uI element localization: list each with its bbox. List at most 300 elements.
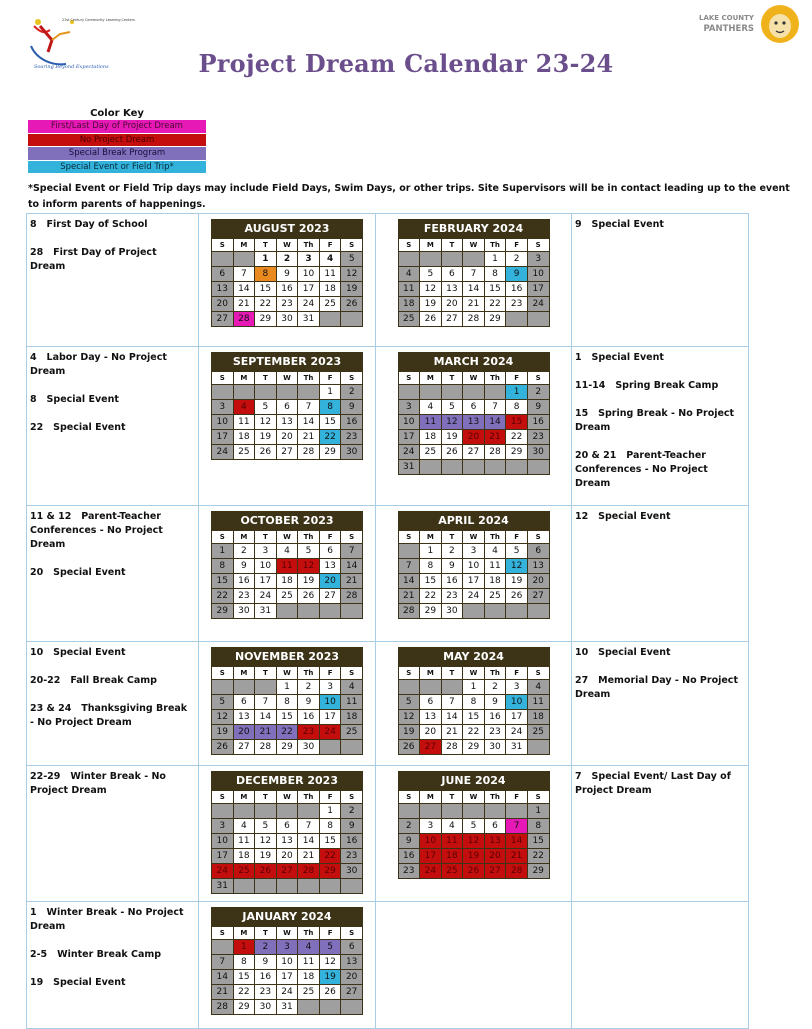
day-cell: 17 [420,849,442,864]
day-cell: 26 [398,740,420,755]
day-cell: 9 [233,559,255,574]
empty-day-cell [233,680,255,695]
day-cell: 24 [298,297,320,312]
week-row [212,604,363,619]
day-cell: 24 [463,589,485,604]
weekday-label: S [341,927,363,940]
weekday-label: T [441,239,463,252]
day-cell: 12 [441,415,463,430]
calendar-row [27,902,749,1029]
week-row [212,415,363,430]
event-date: 27 [575,675,599,686]
week-row [212,544,363,559]
empty-day-cell [298,804,320,819]
day-cell: 17 [463,574,485,589]
day-cell: 18 [484,574,506,589]
day-cell: 15 [212,574,234,589]
day-cell: 30 [484,740,506,755]
day-cell: 29 [463,740,485,755]
weekday-label: F [319,239,341,252]
weekday-label: S [527,667,549,680]
empty-day-cell [212,804,234,819]
day-cell: 10 [319,695,341,710]
weekday-label: Th [298,239,320,252]
day-cell: 5 [441,400,463,415]
day-cell: 11 [319,267,341,282]
empty-day-cell [463,385,485,400]
day-cell: 6 [527,544,549,559]
event-note [30,646,194,660]
month-title: JUNE 2024 [398,771,550,790]
day-cell: 23 [341,849,363,864]
day-cell: 10 [298,267,320,282]
day-cell: 7 [484,400,506,415]
weekday-label: S [212,667,234,680]
empty-day-cell [484,385,506,400]
day-cell: 22 [319,430,341,445]
month-cell [376,766,572,902]
day-cell: 22 [276,725,298,740]
week-row [212,879,363,894]
day-cell: 11 [398,282,420,297]
weekday-header-row [398,239,549,252]
day-cell: 12 [255,834,277,849]
weekday-label: T [441,791,463,804]
event-date: 9 [575,219,592,230]
day-cell: 18 [319,282,341,297]
weekday-label: S [341,791,363,804]
empty-day-cell [298,604,320,619]
event-text: Fall Break Camp [70,675,157,686]
day-cell: 3 [255,544,277,559]
day-cell: 21 [212,985,234,1000]
week-row [398,559,549,574]
weekday-label: S [398,531,420,544]
day-cell: 11 [527,695,549,710]
day-cell: 26 [341,297,363,312]
day-cell: 17 [398,430,420,445]
svg-text:LAKE COUNTY: LAKE COUNTY [699,14,754,22]
day-cell: 4 [298,940,320,955]
day-cell: 21 [506,849,528,864]
week-row [212,400,363,415]
day-cell: 10 [398,415,420,430]
empty-day-cell [341,312,363,327]
day-cell: 8 [527,819,549,834]
weekday-label: S [527,239,549,252]
event-text: Special Event [591,219,664,230]
day-cell: 7 [233,267,255,282]
day-cell: 17 [319,710,341,725]
empty-day-cell [420,385,442,400]
day-cell: 5 [255,400,277,415]
week-row [398,849,549,864]
empty-day-cell [319,740,341,755]
week-row [212,725,363,740]
weekday-label: M [420,239,442,252]
day-cell: 22 [463,725,485,740]
day-cell: 26 [441,445,463,460]
month-calendar [398,771,550,879]
day-cell: 19 [398,725,420,740]
event-text: Spring Break Camp [615,380,719,391]
day-cell: 31 [506,740,528,755]
day-cell: 12 [463,834,485,849]
day-cell: 26 [506,589,528,604]
day-cell: 12 [255,415,277,430]
day-cell: 24 [506,725,528,740]
day-cell: 22 [212,589,234,604]
event-date: 23 & 24 [30,703,82,714]
day-cell: 17 [255,574,277,589]
month-cell [199,347,376,506]
day-cell: 29 [484,312,506,327]
day-cell: 18 [420,430,442,445]
day-cell: 8 [319,819,341,834]
empty-day-cell [420,252,442,267]
day-cell: 24 [420,864,442,879]
day-cell: 18 [341,710,363,725]
event-text: Memorial Day - No Project Dream [575,675,738,700]
day-cell: 6 [441,267,463,282]
event-notes [572,214,748,232]
weekday-label: M [233,531,255,544]
week-row [212,252,363,267]
day-cell: 2 [341,804,363,819]
day-cell: 27 [276,864,298,879]
week-row [212,710,363,725]
left-notes-cell [27,214,199,347]
month-cell [199,902,376,1029]
day-cell: 9 [341,400,363,415]
week-row [398,680,549,695]
empty-day-cell [298,385,320,400]
event-date: 8 [30,219,47,230]
day-cell: 9 [276,267,298,282]
empty-day-cell [233,385,255,400]
event-text: Winter Break Camp [57,949,162,960]
weekday-label: W [463,791,485,804]
day-cell: 6 [463,400,485,415]
event-date: 20 [30,567,54,578]
day-cell: 3 [506,680,528,695]
day-cell: 11 [341,695,363,710]
month-title: OCTOBER 2023 [211,511,363,530]
day-cell: 21 [233,297,255,312]
day-cell: 28 [233,312,255,327]
weekday-label: S [398,791,420,804]
event-note [30,218,194,232]
event-note [30,770,194,798]
day-cell: 22 [484,297,506,312]
day-cell: 3 [527,252,549,267]
weekday-label: W [463,239,485,252]
event-notes [27,347,198,435]
empty-day-cell [298,1000,320,1015]
event-note [575,218,744,232]
empty-day-cell [441,680,463,695]
color-key [28,108,206,174]
week-row [398,695,549,710]
day-cell: 2 [276,252,298,267]
week-row [212,430,363,445]
week-row [212,695,363,710]
day-cell: 12 [398,710,420,725]
day-cell: 4 [319,252,341,267]
day-cell: 28 [463,312,485,327]
weekday-label: S [398,239,420,252]
day-cell: 23 [441,589,463,604]
empty-day-cell [276,879,298,894]
month-calendar [211,511,363,619]
empty-day-cell [298,879,320,894]
day-cell: 1 [527,804,549,819]
weekday-label: S [398,372,420,385]
empty-day-cell [398,804,420,819]
empty-day-cell [212,385,234,400]
key-no-project-dream: No Project Dream [28,134,206,147]
event-date: 22-29 [30,771,71,782]
day-cell: 1 [212,544,234,559]
day-cell: 25 [276,589,298,604]
event-text: Parent-Teacher Conferences - No Project Dream [575,450,708,489]
weekday-label: S [341,372,363,385]
day-cell: 23 [233,589,255,604]
week-row [212,834,363,849]
month-calendar [211,352,363,460]
event-notes [27,766,198,798]
day-cell: 25 [298,985,320,1000]
left-notes-cell [27,902,199,1029]
day-cell: 25 [233,445,255,460]
day-cell: 29 [276,740,298,755]
day-cell: 29 [255,312,277,327]
event-notes [572,642,748,702]
week-row [398,385,549,400]
event-notes [572,902,748,906]
month-cell [376,506,572,642]
calendar-row [27,642,749,766]
day-cell: 23 [398,864,420,879]
day-cell: 13 [319,559,341,574]
day-cell: 4 [276,544,298,559]
empty-day-cell [420,680,442,695]
empty-day-cell [319,879,341,894]
day-cell: 29 [420,604,442,619]
day-cell: 2 [527,385,549,400]
week-row [398,740,549,755]
event-date: 11-14 [575,380,616,391]
day-cell: 18 [398,297,420,312]
event-date: 12 [575,511,599,522]
day-cell: 13 [484,834,506,849]
day-cell: 19 [255,430,277,445]
event-text: Thanksgiving Break - No Project Dream [30,703,188,728]
day-cell: 25 [484,589,506,604]
day-cell: 16 [298,710,320,725]
day-cell: 13 [276,415,298,430]
day-cell: 4 [484,544,506,559]
day-cell: 10 [506,695,528,710]
event-text: Spring Break - No Project Dream [575,408,735,433]
day-cell: 22 [255,297,277,312]
day-cell: 2 [484,680,506,695]
week-row [398,544,549,559]
day-cell: 13 [463,415,485,430]
day-cell: 14 [233,282,255,297]
empty-day-cell [276,604,298,619]
day-cell: 20 [276,849,298,864]
empty-day-cell [463,604,485,619]
day-cell: 19 [441,430,463,445]
day-cell: 19 [212,725,234,740]
day-cell: 23 [298,725,320,740]
week-row [398,460,549,475]
day-cell: 2 [298,680,320,695]
month-cell [199,642,376,766]
day-cell: 16 [341,415,363,430]
day-cell: 13 [341,955,363,970]
day-cell: 18 [276,574,298,589]
day-cell: 2 [341,385,363,400]
day-cell: 8 [212,559,234,574]
left-notes-cell [27,642,199,766]
day-cell: 9 [298,695,320,710]
weekday-label: Th [484,531,506,544]
event-note [575,449,744,491]
day-cell: 3 [298,252,320,267]
weekday-label: W [276,531,298,544]
day-cell: 10 [255,559,277,574]
day-cell: 6 [276,400,298,415]
empty-day-cell [276,385,298,400]
day-cell: 8 [420,559,442,574]
week-row [398,864,549,879]
empty-day-cell [212,680,234,695]
month-days [211,371,363,460]
day-cell: 7 [298,819,320,834]
day-cell: 15 [463,710,485,725]
day-cell: 14 [255,710,277,725]
day-cell: 25 [441,864,463,879]
weekday-header-row [212,927,363,940]
weekday-label: T [255,531,277,544]
weekday-label: F [506,667,528,680]
week-row [212,282,363,297]
day-cell: 15 [276,710,298,725]
weekday-label: W [276,372,298,385]
day-cell: 20 [319,574,341,589]
day-cell: 17 [212,849,234,864]
day-cell: 6 [420,695,442,710]
event-text: Special Event [46,394,119,405]
weekday-label: S [212,927,234,940]
month-title: JANUARY 2024 [211,907,363,926]
empty-day-cell [319,312,341,327]
day-cell: 20 [276,430,298,445]
calendar-row [27,506,749,642]
week-row [212,1000,363,1015]
day-cell: 27 [484,864,506,879]
day-cell: 24 [255,589,277,604]
day-cell: 10 [420,834,442,849]
empty-day-cell [212,940,234,955]
day-cell: 20 [233,725,255,740]
day-cell: 19 [506,574,528,589]
day-cell: 3 [420,819,442,834]
month-calendar [211,771,363,894]
day-cell: 22 [506,430,528,445]
empty-day-cell [341,604,363,619]
day-cell: 22 [233,985,255,1000]
week-row [212,312,363,327]
event-note [575,674,744,702]
day-cell: 7 [398,559,420,574]
event-text: Parent-Teacher Conferences - No Project Dream [30,511,163,550]
day-cell: 20 [527,574,549,589]
event-note [30,948,194,962]
event-note [575,510,744,524]
weekday-label: W [276,239,298,252]
day-cell: 9 [527,400,549,415]
event-note [575,379,744,393]
empty-day-cell [527,604,549,619]
day-cell: 8 [506,400,528,415]
weekday-label: M [233,239,255,252]
weekday-header-row [398,372,549,385]
weekday-label: W [276,791,298,804]
day-cell: 21 [441,725,463,740]
month-days [211,666,363,755]
week-row [212,940,363,955]
day-cell: 26 [212,740,234,755]
empty-day-cell [255,680,277,695]
day-cell: 15 [527,834,549,849]
weekday-label: Th [484,372,506,385]
right-notes-cell [572,642,749,766]
empty-day-cell [506,312,528,327]
day-cell: 29 [506,445,528,460]
week-row [398,574,549,589]
event-note [30,976,194,990]
week-row [398,297,549,312]
day-cell: 14 [341,559,363,574]
day-cell: 29 [212,604,234,619]
empty-day-cell [527,312,549,327]
event-date: 7 [575,771,592,782]
day-cell: 16 [484,710,506,725]
month-calendar [211,647,363,755]
weekday-header-row [212,372,363,385]
day-cell: 12 [298,559,320,574]
week-row [212,864,363,879]
day-cell: 11 [276,559,298,574]
day-cell: 19 [298,574,320,589]
week-row [212,297,363,312]
day-cell: 10 [463,559,485,574]
week-row [212,740,363,755]
day-cell: 1 [420,544,442,559]
empty-day-cell [341,740,363,755]
week-row [212,680,363,695]
empty-day-cell [233,252,255,267]
empty-day-cell [319,604,341,619]
day-cell: 31 [398,460,420,475]
month-cell [199,214,376,347]
day-cell: 13 [233,710,255,725]
month-title: DECEMBER 2023 [211,771,363,790]
day-cell: 1 [484,252,506,267]
